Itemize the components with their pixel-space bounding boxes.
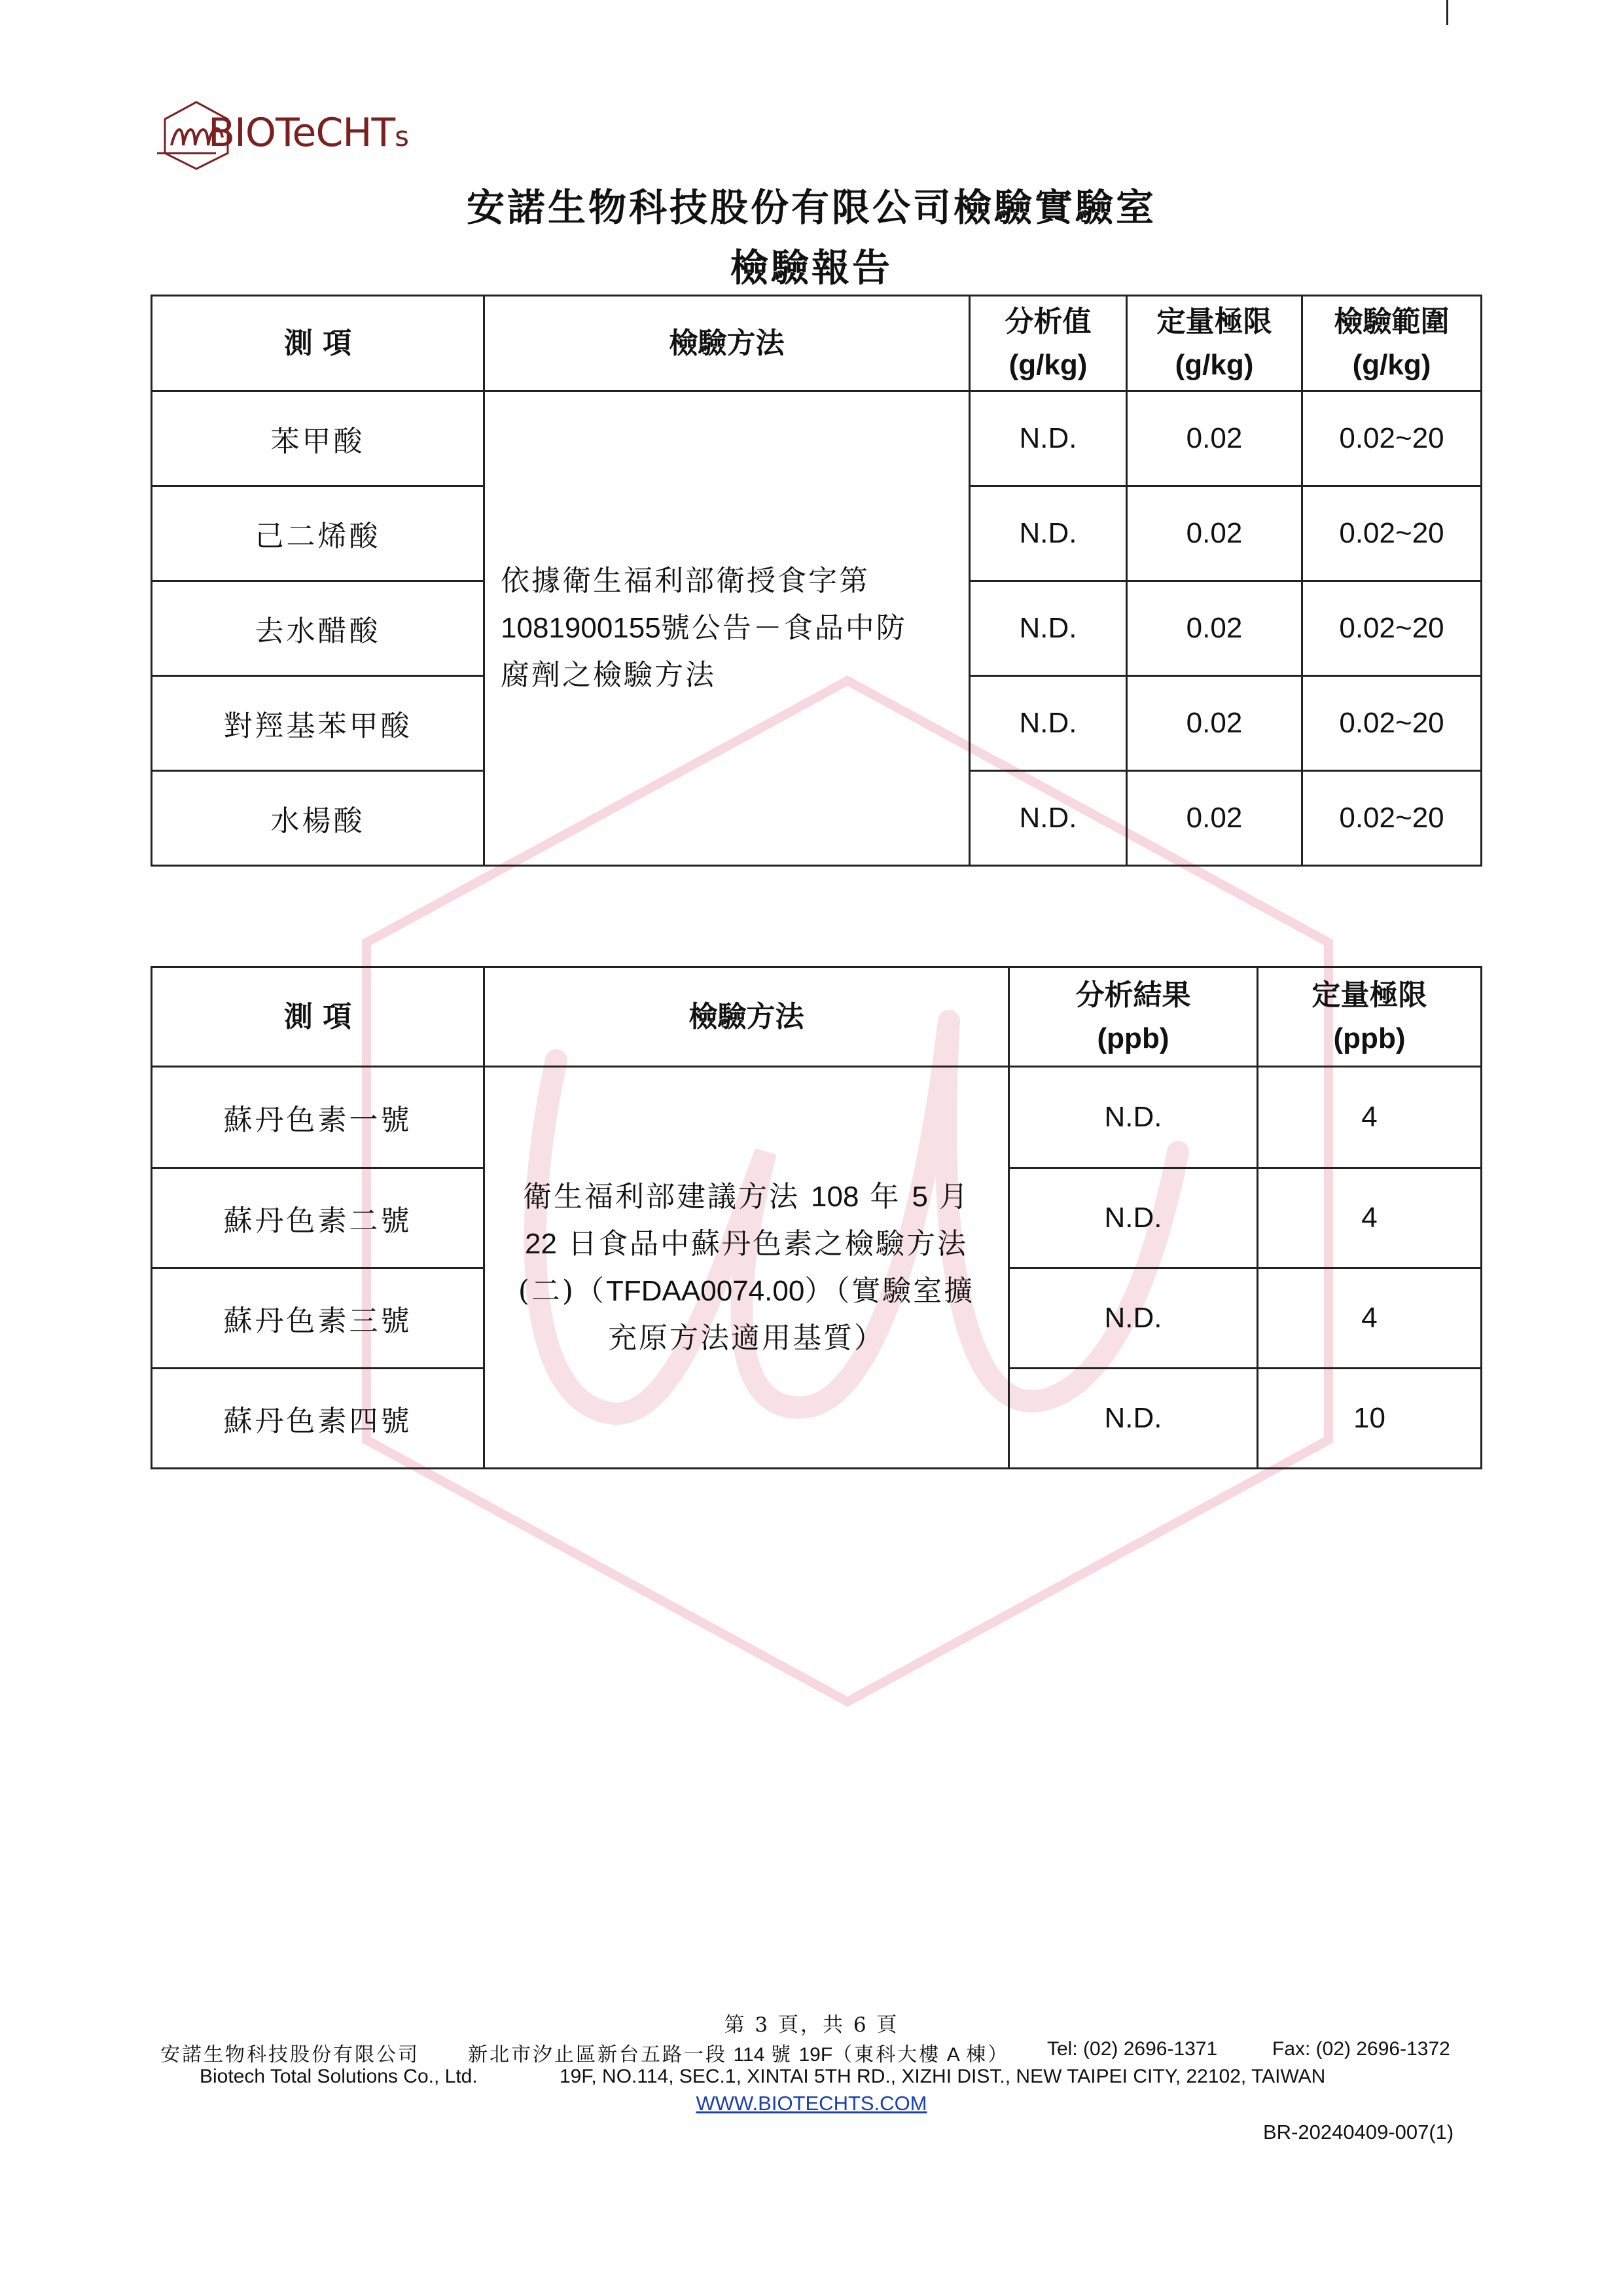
header-item: 測 項 [152,967,484,1067]
header-item: 測 項 [152,296,484,391]
header-result-label: 分析結果 [1075,978,1191,1012]
method-line-part: 衛生福利部建議方法 [523,1179,800,1213]
loq-cell: 0.02 [1127,486,1302,581]
range-cell: 0.02~20 [1302,486,1482,581]
header-result [1009,967,1258,1067]
header-loq [1258,967,1482,1067]
table-row [152,1067,1482,1168]
method-line-part: 108 [811,1180,859,1213]
logo-suffix-text: s [395,120,409,152]
loq-cell: 4 [1258,1268,1482,1369]
footer-tel: Tel: (02) 2696-1371 [1047,2038,1218,2060]
method-line-part: 月 [938,1179,970,1213]
table-row [152,391,1482,486]
preservatives-table [151,295,1482,867]
method-code: 1081900155 [501,612,661,644]
footer-address-cn [468,2038,1009,2067]
method-line-part: 年 [870,1179,901,1213]
method-line: 腐劑之檢驗方法 [501,658,716,692]
loq-cell: 4 [1258,1067,1482,1168]
header-method: 檢驗方法 [484,296,970,391]
header-method: 檢驗方法 [484,967,1009,1067]
method-line-part: 5 [912,1180,928,1213]
method-line-part: 22 [525,1227,557,1260]
header-loq-unit: (g/kg) [1175,348,1254,381]
footer-address-en: 19F, NO.114, SEC.1, XINTAI 5TH RD., XIZHI DIST., NEW TAIPEI CITY, 22102, TAIWAN [560,2066,1326,2087]
page-number: 第 3 頁，共 6 頁 [724,2013,899,2037]
address-part: （東科大樓 [832,2043,941,2066]
loq-cell: 0.02 [1127,771,1302,866]
item-cell: 蘇丹色素三號 [152,1268,484,1369]
address-part: 114 [733,2044,765,2066]
header-loq [1127,296,1302,391]
method-cell [484,1067,1009,1469]
header-value [970,296,1127,391]
method-code: TFDAA0074.00 [606,1274,805,1307]
sudan-dyes-table [151,966,1482,1469]
value-cell: N.D. [970,771,1127,866]
method-line-part: (二)（ [518,1274,607,1308]
loq-cell: 0.02 [1127,676,1302,771]
address-part: 棟） [966,2043,1010,2066]
footer-company-cn: 安諾生物科技股份有限公司 [160,2043,419,2066]
header-range-unit: (g/kg) [1352,348,1431,381]
method-line: 依據衛生福利部衛授食字第 [501,564,870,598]
item-cell: 對羥基苯甲酸 [152,676,484,771]
header-result-unit: (ppb) [1097,1022,1169,1054]
method-line [501,1268,992,1315]
header-range-label: 檢驗範圍 [1334,304,1450,338]
header-value-label: 分析值 [1005,304,1092,338]
method-line [501,1174,992,1221]
footer-fax: Fax: (02) 2696-1372 [1272,2038,1450,2060]
address-part: A [946,2044,960,2066]
header-value-unit: (g/kg) [1008,348,1088,381]
method-line-part: ）（實驗室擴 [804,1274,975,1308]
logo-wordmark [208,110,408,156]
range-cell: 0.02~20 [1302,676,1482,771]
range-cell: 0.02~20 [1302,771,1482,866]
value-cell: N.D. [970,581,1127,676]
method-line-part: 日食品中蘇丹色素之檢驗方法 [567,1227,968,1261]
header-range [1302,296,1482,391]
value-cell: N.D. [970,486,1127,581]
item-cell: 蘇丹色素二號 [152,1168,484,1268]
corner-mark [1446,0,1448,25]
company-logo [157,98,458,170]
address-part: 新北市汐止區新台五路一段 [468,2043,727,2066]
report-number: BR-20240409-007(1) [1263,2121,1454,2144]
method-line-part: 號公告－食品中防 [660,611,907,645]
address-part: 號 [770,2043,793,2066]
value-cell: N.D. [970,676,1127,771]
lab-title: 安諾生物科技股份有限公司檢驗實驗室 [466,185,1156,230]
loq-cell: 10 [1258,1369,1482,1469]
logo-main-text: BIOTeCHT [208,110,395,156]
method-cell [484,391,970,866]
item-cell: 己二烯酸 [152,486,484,581]
method-line [501,605,953,652]
item-cell: 苯甲酸 [152,391,484,486]
result-cell: N.D. [1009,1268,1258,1369]
footer-company-en: Biotech Total Solutions Co., Ltd. [200,2066,478,2087]
value-cell: N.D. [970,391,1127,486]
header-loq-unit: (ppb) [1333,1022,1406,1054]
range-cell: 0.02~20 [1302,391,1482,486]
item-cell: 蘇丹色素一號 [152,1067,484,1168]
result-cell: N.D. [1009,1067,1258,1168]
item-cell: 去水醋酸 [152,581,484,676]
loq-cell: 0.02 [1127,581,1302,676]
report-title: 檢驗報告 [730,245,893,290]
loq-cell: 0.02 [1127,391,1302,486]
website-link[interactable]: WWW.BIOTECHTS.COM [696,2092,927,2115]
header-loq-label: 定量極限 [1311,978,1427,1012]
result-cell: N.D. [1009,1369,1258,1469]
item-cell: 蘇丹色素四號 [152,1369,484,1469]
result-cell: N.D. [1009,1168,1258,1268]
method-line [501,1221,992,1268]
method-line: 充原方法適用基質） [608,1321,885,1355]
loq-cell: 4 [1258,1168,1482,1268]
header-loq-label: 定量極限 [1156,304,1272,338]
item-cell: 水楊酸 [152,771,484,866]
address-part: 19F [798,2044,833,2066]
table-header-row [152,967,1482,1067]
table-header-row [152,296,1482,391]
range-cell: 0.02~20 [1302,581,1482,676]
